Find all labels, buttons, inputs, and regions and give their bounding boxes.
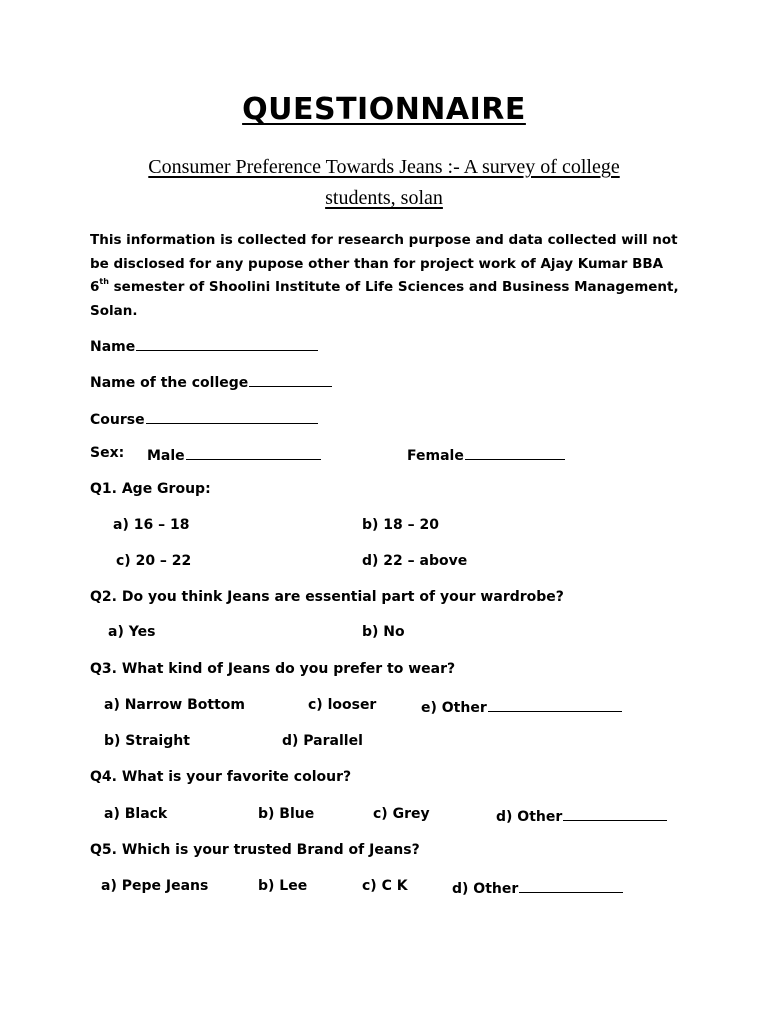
q5-option-d[interactable]: [452, 878, 623, 897]
q4-text: Q4. What is your favorite colour?: [90, 769, 352, 785]
subtitle-line-2: students, solan: [325, 187, 443, 209]
q4-other-blank[interactable]: [563, 806, 667, 821]
name-field: [90, 336, 318, 355]
q3-option-e-label: e) Other: [421, 700, 487, 716]
intro-paragraph: [90, 229, 680, 323]
male-label: Male: [147, 448, 185, 464]
q2-option-a[interactable]: a) Yes: [108, 624, 156, 640]
q2-text: Q2. Do you think Jeans are essential part of your wardrobe?: [90, 589, 564, 605]
q5-option-a[interactable]: a) Pepe Jeans: [101, 878, 209, 894]
q1-option-a[interactable]: a) 16 – 18: [113, 517, 190, 533]
sex-label: Sex:: [90, 445, 125, 461]
q4-option-b[interactable]: b) Blue: [258, 806, 315, 822]
female-field: [407, 445, 565, 464]
female-blank[interactable]: [465, 445, 565, 460]
q5-other-blank[interactable]: [519, 878, 623, 893]
female-label: Female: [407, 448, 464, 464]
q3-option-b[interactable]: b) Straight: [104, 733, 190, 749]
name-label: Name: [90, 339, 136, 355]
q5-option-d-label: d) Other: [452, 881, 519, 897]
q1-option-b[interactable]: b) 18 – 20: [362, 517, 440, 533]
q1-text: Q1. Age Group:: [90, 481, 211, 497]
q4-option-d-label: d) Other: [496, 809, 563, 825]
q3-option-a[interactable]: a) Narrow Bottom: [104, 697, 245, 713]
q1-option-c[interactable]: c) 20 – 22: [116, 553, 192, 569]
college-blank[interactable]: [249, 372, 332, 387]
q2-option-b[interactable]: b) No: [362, 624, 405, 640]
q3-text: Q3. What kind of Jeans do you prefer to wear?: [90, 661, 456, 677]
college-field: [90, 372, 332, 391]
q1-option-d[interactable]: d) 22 – above: [362, 553, 468, 569]
name-blank[interactable]: [136, 336, 318, 351]
q4-option-d[interactable]: [496, 806, 667, 825]
intro-text: This information is collected for research purpose and data collected will not be disclosed for any pupose other than for project work of Ajay Kumar BBA 6: [90, 232, 678, 295]
college-label: Name of the college: [90, 375, 249, 391]
course-label: Course: [90, 412, 145, 428]
male-blank[interactable]: [186, 445, 321, 460]
q5-option-b[interactable]: b) Lee: [258, 878, 308, 894]
q3-other-blank[interactable]: [488, 697, 622, 712]
page-title: QUESTIONNAIRE: [242, 92, 526, 127]
course-field: [90, 409, 318, 428]
course-blank[interactable]: [146, 409, 318, 424]
intro-superscript: th: [99, 277, 109, 286]
q4-option-a[interactable]: a) Black: [104, 806, 168, 822]
q5-text: Q5. Which is your trusted Brand of Jeans?: [90, 842, 420, 858]
intro-text-continued: semester of Shoolini Institute of Life Sciences and Business Management, Solan.: [90, 279, 679, 319]
subtitle-line-1: Consumer Preference Towards Jeans :- A survey of college: [148, 156, 620, 178]
q3-option-e[interactable]: [421, 697, 622, 716]
q3-option-c[interactable]: c) looser: [308, 697, 377, 713]
male-field: [147, 445, 321, 464]
q5-option-c[interactable]: c) C K: [362, 878, 408, 894]
q4-option-c[interactable]: c) Grey: [373, 806, 430, 822]
q3-option-d[interactable]: d) Parallel: [282, 733, 363, 749]
